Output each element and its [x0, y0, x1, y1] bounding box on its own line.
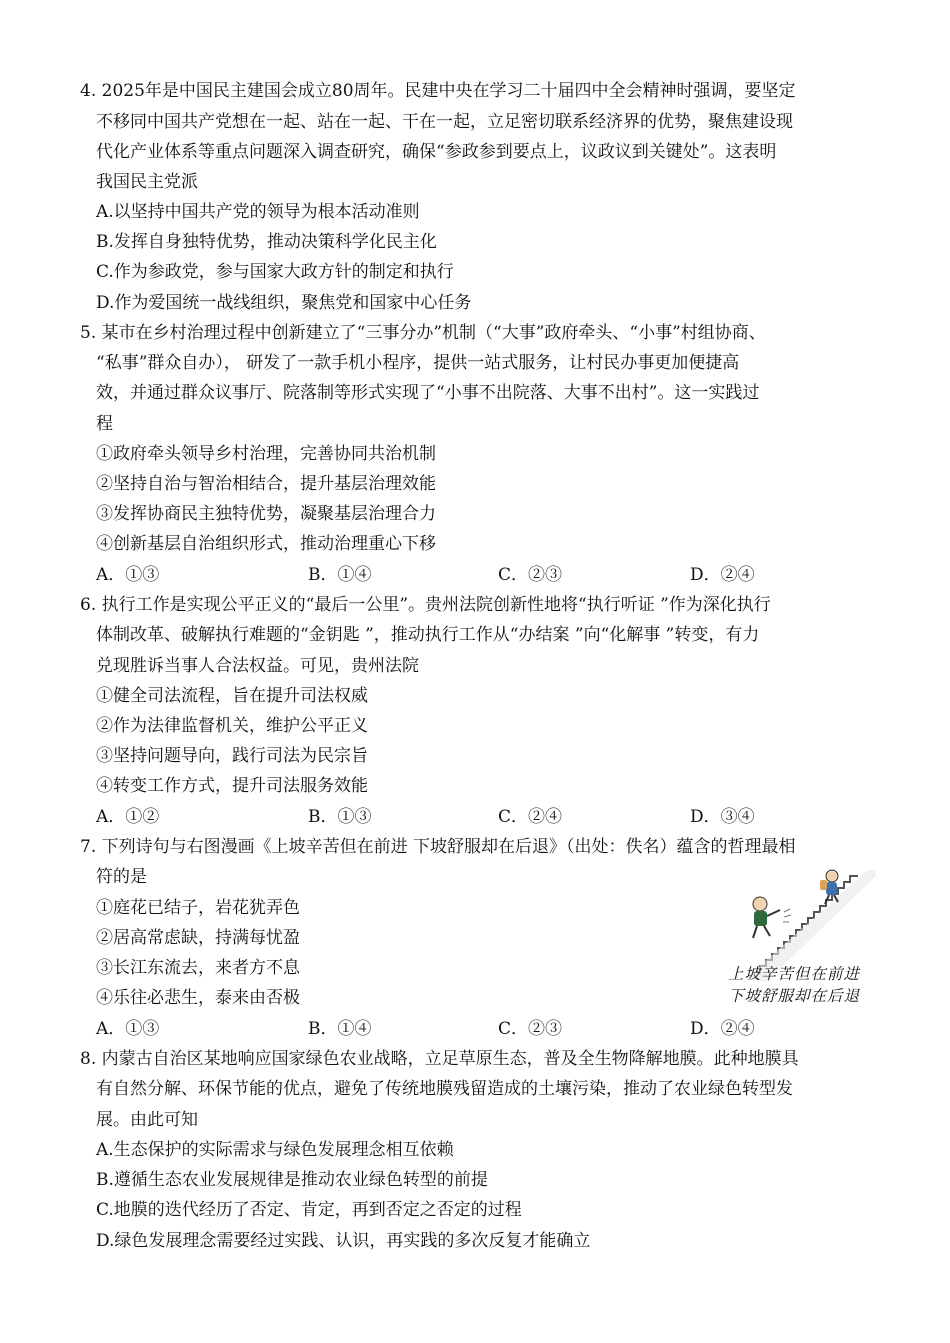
q5-item-1: ①政府牵头领导乡村治理，完善协同共治机制 [96, 444, 436, 464]
cartoon-illustration [726, 862, 886, 1007]
q4-stem-line: 不移同中国共产党想在一起、站在一起、干在一起，立足密切联系经济界的优势，聚焦建设现 [96, 112, 793, 132]
q5-item-2: ②坚持自治与智治相结合，提升基层治理效能 [96, 474, 436, 494]
q6-choice-d: D．③④ [690, 807, 755, 827]
q7-item-3: ③长江东流去，来者方不息 [96, 958, 300, 978]
q8-option-a: A.生态保护的实际需求与绿色发展理念相互依赖 [96, 1140, 454, 1160]
q4-stem-line: 4. 2025年是中国民主建国会成立80周年。民建中央在学习二十届四中全会精神时强调，要坚定 [80, 81, 796, 101]
q5-stem-line: 5. 某市在乡村治理过程中创新建立了“三事分办”机制（“大事”政府牵头、“小事”村组协商、 [80, 323, 766, 343]
q4-stem-line: 我国民主党派 [96, 172, 198, 192]
q7-choice-c: C．②③ [498, 1019, 563, 1039]
q5-stem-line: “私事”群众自办）， 研发了一款手机小程序，提供一站式服务，让村民办事更加便捷高 [96, 353, 740, 373]
q5-stem-line: 程 [96, 414, 113, 434]
q6-choice-a: A．①② [96, 807, 160, 827]
q5-choice-c: C．②③ [498, 565, 563, 585]
q4-option-d: D.作为爱国统一战线组织，聚焦党和国家中心任务 [96, 293, 472, 313]
q7-choice-b: B．①④ [308, 1019, 372, 1039]
q6-item-3: ③坚持问题导向，践行司法为民宗旨 [96, 746, 368, 766]
q4-option-b: B.发挥自身独特优势，推动决策科学化民主化 [96, 232, 437, 252]
q7-choice-d: D．②④ [690, 1019, 755, 1039]
q5-choice-b: B．①④ [308, 565, 372, 585]
q7-choice-a: A．①③ [96, 1019, 160, 1039]
q8-option-d: D.绿色发展理念需要经过实践、认识，再实践的多次反复才能确立 [96, 1231, 591, 1251]
q5-choice-a: A．①③ [96, 565, 160, 585]
cartoon-caption-line-1: 上坡辛苦但在前进 [728, 965, 861, 983]
q7-stem-line: 7. 下列诗句与右图漫画《上坡辛苦但在前进 下坡舒服却在后退》（出处：佚名）蕴含的哲理最相 [80, 837, 796, 857]
cartoon-caption-line-2: 下坡舒服却在后退 [728, 987, 861, 1005]
q5-item-4: ④创新基层自治组织形式，推动治理重心下移 [96, 534, 436, 554]
q8-stem-line: 展。由此可知 [96, 1110, 198, 1130]
q6-choice-c: C．②④ [498, 807, 563, 827]
q6-item-1: ①健全司法流程，旨在提升司法权威 [96, 686, 368, 706]
q6-stem-line: 兑现胜诉当事人合法权益。可见，贵州法院 [96, 656, 419, 676]
q6-choice-b: B．①③ [308, 807, 372, 827]
q8-option-c: C.地膜的迭代经历了否定、肯定，再到否定之否定的过程 [96, 1200, 522, 1220]
q8-stem-line: 8. 内蒙古自治区某地响应国家绿色农业战略，立足草原生态，普及全生物降解地膜。此种地膜具 [80, 1049, 799, 1069]
q6-item-4: ④转变工作方式，提升司法服务效能 [96, 776, 368, 796]
q4-option-a: A.以坚持中国共产党的领导为根本活动准则 [96, 202, 420, 222]
q6-stem-line: 体制改革、破解执行难题的“金钥匙 ”，推动执行工作从“办结案 ”向“化解事 ”转变，有力 [96, 625, 760, 645]
q5-stem-line: 效，并通过群众议事厅、院落制等形式实现了“小事不出院落、大事不出村”。这一实践过 [96, 383, 760, 403]
q7-item-1: ①庭花已结子，岩花犹弄色 [96, 898, 300, 918]
q7-stem-line: 符的是 [96, 867, 147, 887]
q4-option-c: C.作为参政党，参与国家大政方针的制定和执行 [96, 262, 454, 282]
sliding-figure [753, 897, 791, 938]
q7-item-2: ②居高常虑缺，持满每忧盈 [96, 928, 300, 948]
q5-choice-d: D．②④ [690, 565, 755, 585]
q5-item-3: ③发挥协商民主独特优势，凝聚基层治理合力 [96, 504, 436, 524]
q8-option-b: B.遵循生态农业发展规律是推动农业绿色转型的前提 [96, 1170, 488, 1190]
q6-stem-line: 6. 执行工作是实现公平正义的“最后一公里”。贵州法院创新性地将“执行听证 ”作为深化执行 [80, 595, 771, 615]
q7-item-4: ④乐往必悲生，泰来由否极 [96, 988, 300, 1008]
q6-item-2: ②作为法律监督机关，维护公平正义 [96, 716, 368, 736]
climbing-figure [820, 870, 838, 904]
q4-stem-line: 代化产业体系等重点问题深入调查研究，确保“参政参到要点上，议政议到关键处”。这表明 [96, 142, 777, 162]
q8-stem-line: 有自然分解、环保节能的优点，避免了传统地膜残留造成的土壤污染，推动了农业绿色转型发 [96, 1079, 793, 1099]
